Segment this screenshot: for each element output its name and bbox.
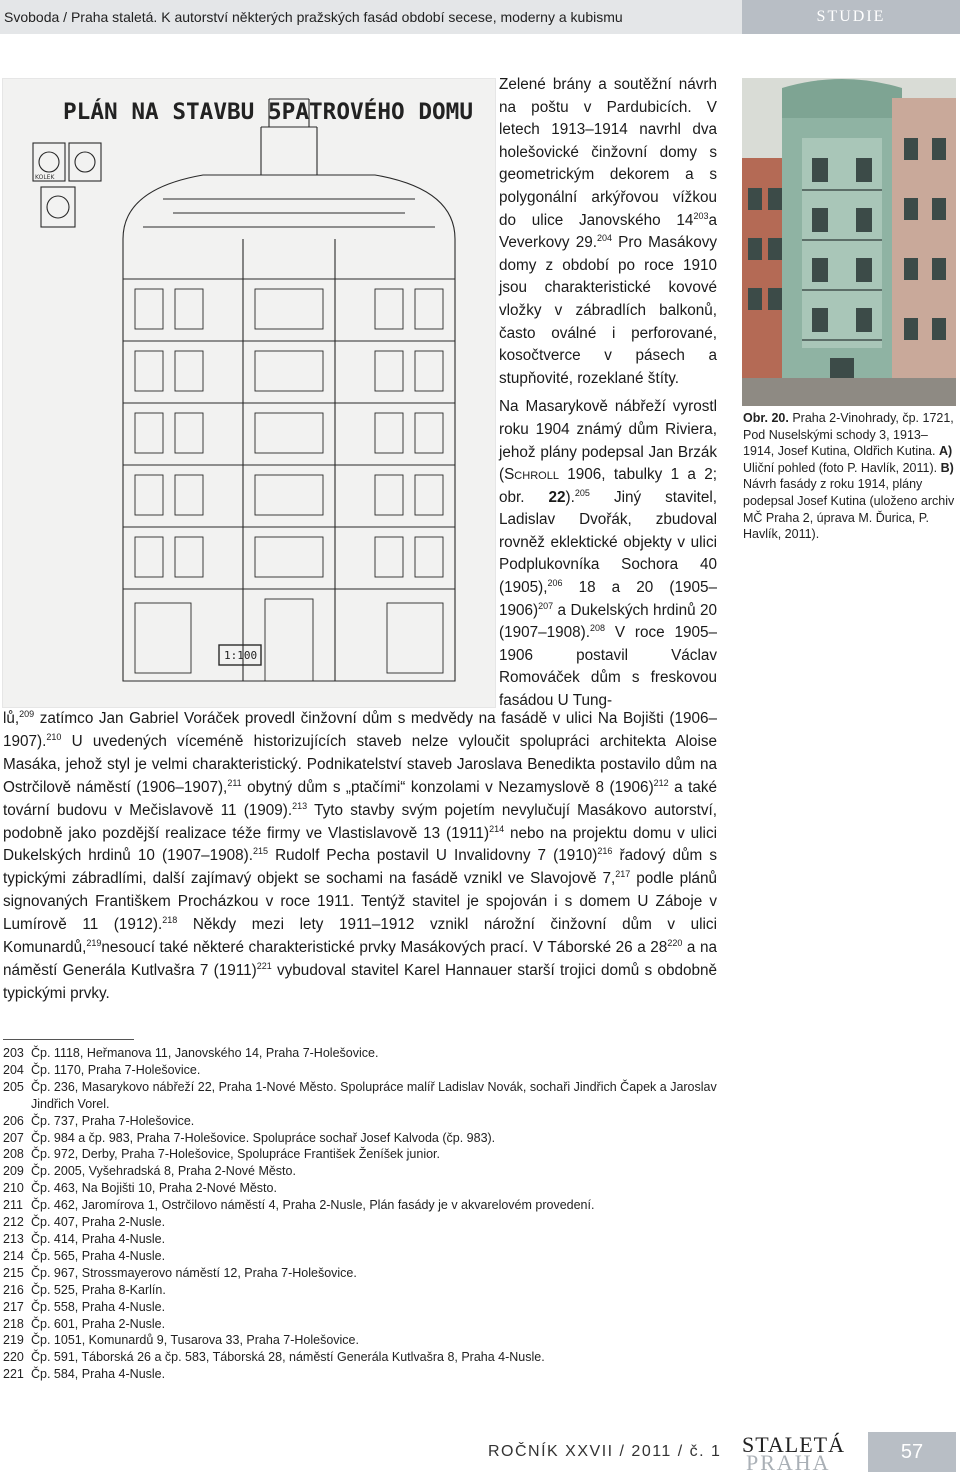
logo-top-text: STALETÁ	[742, 1432, 846, 1457]
section-label: STUDIE	[742, 0, 960, 34]
footnote-ref[interactable]: 216	[597, 846, 613, 857]
footnote-ref[interactable]: 209	[19, 708, 35, 719]
stamp-3	[41, 187, 75, 227]
footnote: 204 Čp. 1170, Praha 7-Holešovice.	[3, 1062, 201, 1077]
footnote-ref[interactable]: 208	[590, 623, 606, 634]
running-title: Svoboda / Praha staletá. K autorství některých pražských fasád období secese, moderny a kubismu	[4, 9, 623, 25]
footnote-ref[interactable]: 214	[489, 823, 505, 834]
footnote-ref[interactable]: 221	[256, 960, 272, 971]
footnote: 214 Čp. 565, Praha 4-Nusle.	[3, 1248, 166, 1263]
paragraph: lů,$^{209}$ zatímco Jan Gabriel Voráček provedl činžovní dům s medvědy na fasádě v ulici Na Bojišti (1906–1907).$^{210}$ U uvedených víceméně historizujících staveb nelze vyloučit spolupráci architekta Aloise Masáka, jehož styl je velmi charakteristický. Podnikatelství staveb Jaroslava Benedikta postavilo dům na Ostrčilově náměstí (1906–1907),$^{211}$ obytný dům s „ptačími“ konzolami v Nezamyslově 8 $(1906)^{212}$ a také tovární budovu v Mečislavově 11 (1909).$^{213}$ Tyto stavby svým pojetím nevylučují Masákovo autorství, podobně jako pozdější realizace téže firmy ve Vlastislavově 13 $(1911)^{214}$ nebo na projektu domu v ulici Dukelských hrdinů 10 (1907–1908).$^{215}$ Rudolf Pecha postavil U Invalidovny 7 $(1910)^{216}$ řadový dům s typickými zábradlími, další zajímavý objekt se sochami na fasádě vznikl ve Slavojově 7,$^{217}$ podle plánů signovaných Františkem Procházkou v roce 1911. Tentýž stavitel je spojován i s domem U Záboje v Lumírově 11 (1912).$^{218}$ Někdy mezi lety 1911–1912 vznikl nárožní činžovní dům v ulici Komunardů,$^{219}$nesoucí také některé charakteristické prvky Masákových prací. V Táborské 26 a $28^{220}$ a na náměstí Generála Kutlvašra 7 $(1911)^{221}$ vybudoval stavitel Karel Hannauer starší trojici domů s obdobně typickými prvky.	[3, 708, 718, 1002]
paragraph: Na Masarykově nábřeží vyrostl roku 1904 známý dům Riviera, jehož plány podepsal Jan Brzák (Schroll 1906, tabulky 1 a 2; obr. 22).$^{205}$ Jiný stavitel, Ladislav Dvořák, zbudoval rovněž eklektické objekty v ulici Podplukovníka Sochora 40 (1905),$^{206}$ 18 a 20 (1905–1906)$^{207}$ a Dukelských hrdinů 20 (1907–1908).$^{208}$ V roce 1905–1906 postavil Václav Romováček dům s freskovou fasádou U Tung-	[499, 398, 718, 710]
facade-drawing-svg	[3, 79, 495, 707]
page-number: 57	[868, 1432, 956, 1472]
footnote: 218 Čp. 601, Praha 2-Nusle.	[3, 1316, 166, 1331]
footnote: 209 Čp. 2005, Vyšehradská 8, Praha 2-Nové Město.	[3, 1164, 296, 1179]
footnote-ref[interactable]: 218	[162, 915, 178, 926]
footnote: 215 Čp. 967, Strossmayerovo náměstí 12, Praha 7-Holešovice.	[3, 1265, 357, 1280]
figure-caption: Obr. 20. Praha 2-Vinohrady, čp. 1721, Pod Nuselskými schody 3, 1913–1914, Josef Kutina, Oldřich Kutina. A) Uliční pohled (foto P. Havlík, 2011). B) Návrh fasády z roku 1914, plány podepsal Josef Kutina (uloženo archiv MČ Praha 2, úprava M. Ďurica, P. Havlík, 2011).	[743, 411, 955, 542]
facade-plan-drawing	[2, 78, 496, 708]
footnote-ref[interactable]: 219	[86, 937, 102, 948]
footnote-ref[interactable]: 205	[574, 487, 590, 498]
journal-logo	[742, 1432, 862, 1475]
street-photo-svg	[742, 78, 956, 406]
footnote-ref[interactable]: 207	[538, 600, 554, 611]
footnote-ref[interactable]: 220	[667, 937, 683, 948]
footnote-ref[interactable]: 211	[227, 777, 242, 788]
footnote-ref[interactable]: 217	[615, 869, 631, 880]
footnote: 217 Čp. 558, Praha 4-Nusle.	[3, 1299, 166, 1314]
footnote: 219 Čp. 1051, Komunardů 9, Tusarova 33, Praha 7-Holešovice.	[3, 1333, 359, 1348]
stamp-label: KOLEK	[35, 174, 55, 181]
figure-ref[interactable]: 22	[548, 488, 566, 506]
footnote: 207 Čp. 984 a čp. 983, Praha 7-Holešovice. Spolupráce sochař Josef Kalvoda (čp. 983).	[3, 1130, 496, 1145]
street-view-photo	[742, 78, 956, 406]
footnote: 211 Čp. 462, Jaromírova 1, Ostrčilovo náměstí 4, Praha 2-Nusle, Plán fasády je v akvarelovém provedení.	[3, 1198, 595, 1213]
footnotes	[3, 1045, 723, 1383]
footnote: 205 Čp. 236, Masarykovo nábřeží 22, Praha 1-Nové Město. Spolupráce malíř Ladislav Novák, sochaři Jindřich Čapek a Jaroslav Jindřich Vorel.	[3, 1079, 717, 1111]
footnote-divider	[3, 1039, 134, 1040]
footnote: 203 Čp. 1118, Heřmanova 11, Janovského 14, Praha 7-Holešovice.	[3, 1046, 379, 1060]
paragraph: Zelené brány a soutěžní návrh na poštu v Pardubicích. V letech 1913–1914 navrhl dva holešovické činžovní domy s geometrickým dekorem a s polygonální arkýřovou vížkou do ulice Janovského $14^{203}a$ Veverkovy 29.$^{204}$ Pro Masákovy domy z období po roce 1910 jsou charakteristické kovové vložky v zábradlích balkonů, často oválné i perforované, kosočtverce v pásech a stupňovité, rozeklané štíty.	[499, 76, 717, 387]
footnote-ref[interactable]: 206	[547, 577, 563, 588]
footnote-ref[interactable]: 212	[653, 777, 669, 788]
stamp-2	[69, 143, 101, 181]
footnote: 216 Čp. 525, Praha 8-Karlín.	[3, 1282, 166, 1297]
caption-label: Obr. 20.	[743, 411, 789, 425]
plan-title: PLÁN NA STAVBU 5PATROVÉHO DOMU	[63, 100, 461, 125]
logo-bottom-text: PRAHA	[746, 1450, 831, 1475]
footnote-ref[interactable]: 215	[253, 846, 269, 857]
footnote-ref[interactable]: 210	[46, 731, 62, 742]
footnote: 208 Čp. 972, Derby, Praha 7-Holešovice, Spolupráce František Ženíšek junior.	[3, 1147, 440, 1162]
footnote-ref[interactable]: 203	[693, 210, 709, 221]
footnote: 210 Čp. 463, Na Bojišti 10, Praha 2-Nové Město.	[3, 1181, 277, 1196]
footnote: 221 Čp. 584, Praha 4-Nusle.	[3, 1367, 166, 1382]
running-header	[0, 0, 960, 34]
issue-label: ROČNÍK XXVII / 2011 / č. 1	[488, 1443, 722, 1460]
footnote: 206 Čp. 737, Praha 7-Holešovice.	[3, 1113, 195, 1128]
footnote: 213 Čp. 414, Praha 4-Nusle.	[3, 1231, 166, 1246]
footnote: 220 Čp. 591, Táborská 26 a čp. 583, Táborská 28, náměstí Generála Kutlvašra 8, Praha 4-Nusle.	[3, 1350, 545, 1365]
drawing-scale-label: 1:100	[224, 649, 258, 662]
text-column	[499, 74, 717, 713]
footnote: 212 Čp. 407, Praha 2-Nusle.	[3, 1215, 166, 1230]
footnote-ref[interactable]: 213	[292, 800, 308, 811]
main-text	[3, 708, 717, 1006]
footnote-ref[interactable]: 204	[597, 233, 613, 244]
